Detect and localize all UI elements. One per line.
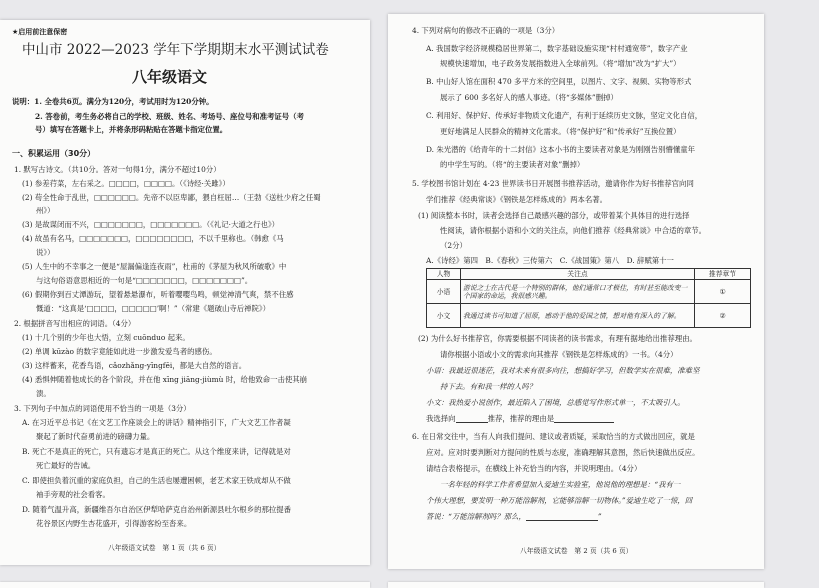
answer-blank[interactable]	[456, 415, 488, 423]
question-line: 的中学生写的。（将“的主要读者对象”删掉）	[440, 160, 585, 169]
exam-page-1	[0, 20, 370, 565]
question-line: (3) 这样蓄来，花香鸟语，cǎozhǎng-yīngfēi，都是大自然的语言。	[22, 361, 247, 370]
table-cell: ②	[695, 304, 751, 328]
question-line: (2) 苟全性命于乱世，□□□□□□。先帝不以臣卑鄙，猥自枉屈…（王勃《送杜少府之任蜀	[22, 193, 321, 202]
next-page-edge	[0, 582, 370, 588]
question-line: 请你根据小语或小文的需求向其推荐《钢铁是怎样炼成的》一书。（4分）	[440, 350, 678, 359]
question-line: (1) 十几个别的少年也大悟，立刻 cuōnduo 起来。	[22, 333, 190, 342]
question-line: 死亡最好的告诫。	[36, 461, 96, 470]
exam-note-3: 号）填写在答题卡上，并将条形码粘贴在答题卡指定位置。	[35, 125, 228, 134]
question-line: 6. 在日常交往中，当有人向我们提问、建议或者质疑，采取恰当的方式做出回应，就是	[412, 432, 695, 441]
exam-note-1: 说明：1. 全卷共6页。满分为120分，考试用时为120分钟。	[12, 97, 214, 106]
question-line: 展示了 600 多名好人的感人事迹。（将“多媒体”删掉）	[440, 93, 618, 102]
table-cell: 小文	[427, 304, 461, 328]
page-footer: 八年级语文试卷 第 2 页（共 6 页）	[520, 547, 633, 555]
table-cell: ①	[695, 280, 751, 304]
question-line: D. 朱光潜的《给青年的十二封信》这本小书的主要读者对象是为刚刚告别懵懂童年	[426, 145, 696, 154]
question-line: (4) 故虽有名马，□□□□□□□，□□□□□□□□，不以千里称也。（韩愈《马	[22, 234, 284, 243]
question-line: 与这句俗语意思相近的一句是“□□□□□□□，□□□□□□□”。	[36, 276, 253, 285]
next-page-edge	[388, 582, 764, 588]
reader-need: 小文：我热爱小说创作，最近陷入了困境，总感觉写作形式单一，不太吸引人。	[426, 398, 685, 407]
question-line: A. 我国数字经济规模稳居世界第二，数字基础设施实现“村村通宽带”，数字产业	[426, 44, 688, 53]
reader-need: 持下去。有和我一样的人吗？	[440, 382, 537, 391]
question-line: C. 即使担负着沉重的家庭负担，自己的生活也屡遭困顿，老艺术家王铁成却从不做	[22, 476, 291, 485]
question-line: (2) 为什么好书推荐官，你需要根据不同读者的读书需求，有理有据地给出推荐理由。	[418, 334, 697, 343]
table-cell: 我通过读书可知道了屈原，感动于他的爱国之情，想对他有深入的了解。	[461, 304, 695, 328]
question-line: 2. 根据拼音写出相应的词语。（4分）	[14, 319, 136, 328]
story-line: 答说：“万能溶解剂吗？那么， ”	[426, 512, 602, 521]
table-header-cell: 推荐章节	[695, 269, 751, 280]
table-row	[427, 280, 751, 304]
chapter-options: A.《诗经》第四 B.《春秋》三传第六 C.《战国策》第八 D. 辞赋第十一	[426, 256, 674, 265]
story-line: 个伟大理想，要发明一种万能溶解剂，它能够溶解一切物体。”爱迪生吃了一惊，回	[426, 496, 693, 505]
question-line: (6) 假期你到百丈潭游玩，望着悬悬瀑布，听着嘤嘤鸟鸣，顿觉神清气爽，禁不住感	[22, 290, 294, 299]
story-line: 一名年轻的科学工作者希望加入爱迪生实验室，他说他的理想是：“我有一	[440, 480, 681, 489]
question-line: 4. 下列对病句的修改不正确的一项是（3分）	[412, 26, 560, 35]
question-line: 1. 默写古诗文。（共10分。答对一句得1分，满分不超过10分）	[14, 165, 221, 174]
table-cell: 小语	[427, 280, 461, 304]
question-line: A. 在习近平总书记《在文艺工作座谈会上的讲话》精神指引下，广大文艺工作者凝	[22, 418, 291, 427]
story-ending: 答说：“万能溶解剂吗？那么，	[426, 512, 526, 521]
question-line: 州》）	[36, 206, 55, 215]
table-header-row	[427, 269, 751, 280]
recommend-answer-line	[426, 414, 614, 423]
recommend-prefix: 我选择向	[426, 414, 456, 423]
question-line: 5. 学校图书馆计划在 4·23 世界读书日开展图书推荐活动，邀请你作为好书推荐官向同	[412, 179, 694, 188]
question-line: (4) 悉惧伸随着他成长的各个阶段，并在他 xīng jiāng-jiùmù 时，给他致命一击使其崩	[22, 375, 308, 384]
exam-page-2	[388, 14, 764, 569]
table-cell: 游说之士在古代是一个特别的群体，他们通常口才极佳，有时甚至能改变一个国家的命运，我很感兴趣。	[461, 280, 695, 304]
question-line: 溃。	[36, 389, 51, 398]
question-line: 更好地满足人民群众的精神文化需求。（将“保护好”和“传承好”互换位置）	[440, 127, 681, 136]
question-line: 聚起了新时代奋勇前进的磅礴力量。	[36, 432, 155, 441]
reader-need: 小语：我最近很迷茫，我对未来有很多向往，想搞好学习，但数学实在很难，准难坚	[426, 366, 700, 375]
question-line: （2分）	[440, 241, 467, 250]
question-line: C. 利用好、保护好、传承好非物质文化遗产，有利于延续历史文脉，坚定文化自信，	[426, 111, 703, 120]
question-line: (1) 阅读整本书时，读者会选择自己最感兴趣的部分，或带着某个具体目的进行选择	[418, 211, 690, 220]
page-footer: 八年级语文试卷 第 1 页（共 6 页）	[108, 544, 221, 552]
question-line: B. 中山好人馆在面积 470 多平方米的空间里，以图片、文字、视频、实物等形式	[426, 77, 692, 86]
question-line: (2) 单调 kūzào 的数字竟能如此进一步激发爱鸟者的感伤。	[22, 347, 217, 356]
question-line: (3) 是故谋闭而不兴，□□□□□□□，□□□□□□□。（《礼记·大道之行也》）	[22, 220, 280, 229]
question-line: 学们推荐《经典常谈》《钢铁是怎样炼成的》两本名著。	[426, 195, 608, 204]
answer-blank[interactable]	[554, 415, 614, 423]
question-line: 应对。应对时要判断对方提问的性质与态度，准确理解其意图，然后快速做出反应。	[426, 448, 700, 457]
secret-label: ★启用前注意保密	[12, 28, 68, 36]
recommend-middle: 推荐，推荐的理由是	[487, 414, 555, 423]
question-line: 规模快速增加，电子政务发展指数进入全球前列。（将“增加”改为“扩大”）	[440, 59, 681, 68]
question-line: 说》）	[36, 248, 55, 257]
table-header-cell: 人物	[427, 269, 461, 280]
question-line: 慨道：“这真是‘□□□□，□□□□□’啊！”（常建《题破山寺后禅院》）	[36, 304, 270, 313]
subject-title: 八年级语文	[132, 68, 208, 86]
question-line: B. 死亡不是真正的死亡，只有遗忘才是真正的死亡。从这个维度来讲，记得就是对	[22, 447, 291, 456]
question-line: 请结合表格提示，在横线上补充恰当的内容，并说明理由。（4分）	[426, 464, 642, 473]
recommend-table	[426, 268, 751, 328]
table-header-cell: 关注点	[461, 269, 695, 280]
section-heading: 一、积累运用（30分）	[12, 149, 96, 158]
question-line: 花谷景区内野生杏花盛开，引得游客纷至沓来。	[36, 519, 192, 528]
answer-blank[interactable]	[526, 513, 598, 521]
exam-title: 中山市 2022—2023 学年下学期期末水平测试试卷	[22, 42, 329, 58]
question-line: D. 随着气温升高，新疆维吾尔自治区伊犁哈萨克自治州新源县吐尔根乡的那拉提番	[22, 505, 292, 514]
table-row	[427, 304, 751, 328]
question-line: 性阅读，请你根据小语和小文的关注点，向他们推荐《经典常谈》中合适的章节。	[440, 226, 707, 235]
question-line: 3. 下列句子中加点的词语使用不恰当的一项是（3分）	[14, 404, 191, 413]
question-line: (5) 人生中的不幸事之一便是“屋漏偏逢连夜雨”，杜甫的《茅屋为秋风所破歌》中	[22, 262, 287, 271]
exam-note-2: 2. 答卷前，考生务必将自己的学校、班级、姓名、考场号、座位号和准考证号（考	[35, 112, 304, 121]
question-line: 袖手旁观的社会看客。	[36, 490, 110, 499]
question-line: (1) 参差荇菜，左右采之。□□□□，□□□□。（《诗经·关雎》）	[22, 179, 230, 188]
